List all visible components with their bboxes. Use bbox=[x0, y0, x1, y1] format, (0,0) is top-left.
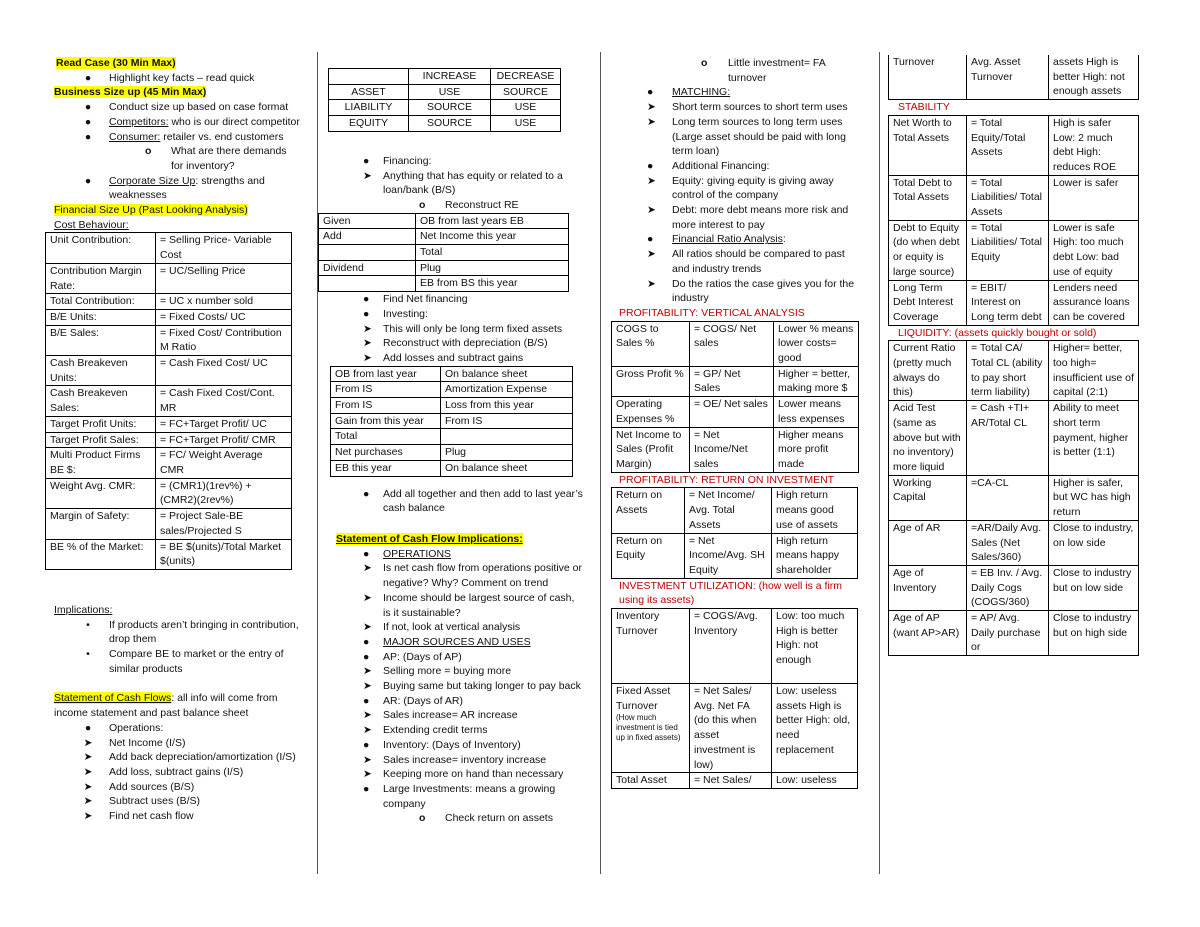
list-item: ➤ Anything that has equity or related to a loan/bank (B/S) bbox=[363, 169, 563, 197]
table-row bbox=[46, 325, 292, 355]
table-cell: Total bbox=[331, 429, 441, 445]
list-item: ● Large Investments: means a growing company bbox=[363, 782, 556, 810]
table-cell bbox=[441, 429, 573, 445]
table-cell: Net Income to Sales (Profit Margin) bbox=[612, 427, 690, 472]
list-item: ➤ Sales increase= inventory increase bbox=[363, 753, 547, 766]
table-row bbox=[331, 366, 573, 382]
table-cell: = Cash +TI+ AR/Total CL bbox=[967, 401, 1049, 476]
table-row bbox=[612, 533, 858, 578]
list-item: ➤ If not, look at vertical analysis bbox=[363, 621, 521, 634]
table-row bbox=[612, 321, 859, 366]
column-1: Read Case (30 Min Max) ● Highlight key facts – read quick Business Size up (45 Min Max) ● Conduct size up based on case format ● Competitors: who is our direct competitor ● Consumer: retailer vs. end customers o What are there demands for inventory? ● Corporate Size Up: strengths and weaknesses Financial Size Up (Past Looking Analysis) Cost Behaviour: Unit Contribution: = Selling Price- Variable Cost Contribution Margin Rate: = UC/Selling Price Total Contribution: = UC x number sold B/E Units: = Fixed Costs/ UC B/E Sales: = Fixed Cost/ Contribution M Ratio Cash Breakeven Units: = Cash Fixed Cost/ UC Cash Breakeven Sales: = Cash Fixed Cost/Cont. MR Target Profit Units: = FC+Target Profit/ UC Target Profit Sales: = FC+Target Profit/ CMR Multi Product Firms BE $: = FC/ Weight Average CMR Weight Avg. CMR: = (CMR1)(1rev%) + (CMR2)(2rev%) Margin of Safety: = Project Sale-BE sales/Projected S BE % of the Market: = BE $(units)/Total Market $(units) Implications: • If products aren’t bringing in contribution, drop them • Compare BE to market or the entry of similar products Statement of Cash Flows: all info will come from income statement and past balance sheet ● Operations: ➤ Net Income (I/S) ➤ Add back depreciation/amortization (I/S) ➤ Add loss, subtract gains (I/S) ➤ Add sources (B/S) ➤ Subtract uses (B/S) ➤ Find net cash flow bbox=[50, 56, 300, 824]
table-cell bbox=[319, 245, 416, 261]
table-row bbox=[889, 401, 1139, 476]
list-item: ● Conduct size up based on case format bbox=[84, 101, 289, 114]
table-cell: Age of AR bbox=[889, 520, 967, 565]
table-row bbox=[46, 416, 292, 432]
table-row bbox=[319, 245, 569, 261]
list-item: ● Operations: bbox=[84, 721, 164, 734]
table-header-cell: DECREASE bbox=[491, 69, 561, 85]
column-divider-1 bbox=[317, 52, 318, 874]
table-cell: Gross Profit % bbox=[612, 366, 690, 396]
table-cell: Contribution Margin Rate: bbox=[46, 263, 156, 293]
table-row: Inventory Turnover = COGS/Avg. Inventory Low: too much High is better High: not enough bbox=[612, 609, 858, 684]
table-cell: Margin of Safety: bbox=[46, 509, 156, 539]
table-row bbox=[329, 84, 561, 100]
table-row bbox=[331, 445, 573, 461]
fixed-asset-table bbox=[330, 366, 573, 477]
table-cell: Net Income this year bbox=[416, 229, 569, 245]
table-cell: Ability to meet short term payment, higher is better (1:1) bbox=[1049, 401, 1139, 476]
table-row bbox=[889, 341, 1139, 401]
table-row bbox=[46, 448, 292, 478]
table-cell: = FC/ Weight Average CMR bbox=[156, 448, 292, 478]
table-row bbox=[889, 115, 1139, 175]
table-cell: = Total Equity/Total Assets bbox=[967, 115, 1049, 175]
table-cell: Higher means more profit made bbox=[774, 427, 859, 472]
table-cell: =CA-CL bbox=[967, 475, 1049, 520]
cost-behaviour-heading: Cost Behaviour: bbox=[54, 218, 129, 231]
list-item: ● Corporate Size Up: strengths and weaknesses bbox=[84, 174, 265, 202]
table-row bbox=[331, 382, 573, 398]
table-cell: EB from BS this year bbox=[416, 276, 569, 292]
table-cell: Working Capital bbox=[889, 475, 967, 520]
table-cell: Acid Test (same as above but with no inventory) more liquid bbox=[889, 401, 967, 476]
table-cell: Close to industry but on high side bbox=[1049, 611, 1139, 656]
table-row bbox=[46, 233, 292, 263]
table-cell: EQUITY bbox=[329, 116, 409, 132]
table-cell: OB from last years EB bbox=[416, 213, 569, 229]
list-item: o What are there demands for inventory? bbox=[145, 145, 287, 172]
list-item: ● Competitors: who is our direct competitor bbox=[84, 115, 300, 128]
table-cell: High return means good use of assets bbox=[772, 488, 858, 533]
table-row bbox=[46, 509, 292, 539]
table-cell: = Net Income/Net sales bbox=[690, 427, 774, 472]
table-cell: = Cash Fixed Cost/Cont. MR bbox=[156, 386, 292, 416]
table-cell: = Total CA/ Total CL (ability to pay short term liability) bbox=[967, 341, 1049, 401]
use-source-table bbox=[328, 68, 561, 132]
list-item: ➤ Find net cash flow bbox=[83, 810, 194, 823]
table-row bbox=[889, 565, 1139, 610]
table-row bbox=[889, 475, 1139, 520]
table-cell: = Fixed Costs/ UC bbox=[156, 309, 292, 325]
table-row bbox=[46, 356, 292, 386]
list-item: • If products aren’t bringing in contribution, drop them bbox=[86, 618, 299, 646]
table-cell: From IS bbox=[331, 398, 441, 414]
table-row: Fixed Asset Turnover (How much investment is tied up in fixed assets) = Net Sales/ Avg. Net FA (do this when asset investment is low) Low: useless assets High is better High: old, need replacement bbox=[612, 684, 858, 773]
retained-earnings-table bbox=[318, 213, 569, 293]
table-row bbox=[46, 386, 292, 416]
return-on-investment-heading: PROFITABILITY: RETURN ON INVESTMENT bbox=[619, 473, 835, 486]
list-item: ➤ Long term sources to long term uses (Large asset should be paid with long term loan) bbox=[647, 115, 846, 158]
list-item: o Reconstruct RE bbox=[419, 198, 519, 211]
statement-cash-flows-heading: Statement of Cash Flows bbox=[54, 692, 172, 705]
table-cell: Cash Breakeven Sales: bbox=[46, 386, 156, 416]
table-cell: Multi Product Firms BE $: bbox=[46, 448, 156, 478]
table-cell: = OE/ Net sales bbox=[690, 397, 774, 427]
column-4 bbox=[888, 55, 1140, 656]
table-row bbox=[319, 213, 569, 229]
table-cell: USE bbox=[491, 116, 561, 132]
table-cell: = Fixed Cost/ Contribution M Ratio bbox=[156, 325, 292, 355]
implications-heading: Implications: bbox=[54, 603, 113, 616]
table-cell: B/E Sales: bbox=[46, 325, 156, 355]
table-row bbox=[319, 260, 569, 276]
table-cell: Return on Assets bbox=[612, 488, 685, 533]
table-row bbox=[331, 429, 573, 445]
table-cell: Plug bbox=[416, 260, 569, 276]
table-cell: Net Worth to Total Assets bbox=[889, 115, 967, 175]
list-item: ➤ Add loss, subtract gains (I/S) bbox=[83, 765, 244, 778]
column-divider-3 bbox=[879, 52, 880, 874]
table-cell: Dividend bbox=[319, 260, 416, 276]
table-row bbox=[612, 488, 858, 533]
list-item: ➤ Sales increase= AR increase bbox=[363, 709, 518, 722]
table-cell: USE bbox=[491, 100, 561, 116]
table-row bbox=[46, 539, 292, 569]
table-cell: ASSET bbox=[329, 84, 409, 100]
list-item: ➤ Do the ratios the case gives you for the industry bbox=[647, 277, 855, 305]
table-row: Total Asset = Net Sales/ Low: useless bbox=[612, 773, 858, 789]
return-on-investment-table bbox=[611, 487, 858, 578]
table-cell: Amortization Expense bbox=[441, 382, 573, 398]
table-cell: Given bbox=[319, 213, 416, 229]
table-cell: SOURCE bbox=[409, 116, 491, 132]
list-item: ➤ Net Income (I/S) bbox=[83, 736, 186, 749]
table-row bbox=[329, 100, 561, 116]
list-item: ● AR: (Days of AR) bbox=[363, 694, 463, 707]
list-item: • Compare BE to market or the entry of similar products bbox=[86, 648, 284, 675]
column-3 bbox=[611, 56, 859, 789]
table-row bbox=[331, 460, 573, 476]
list-item: ● Investing: bbox=[363, 307, 428, 320]
table-cell: =AR/Daily Avg. Sales (Net Sales/360) bbox=[967, 520, 1049, 565]
table-cell: Lower means less expenses bbox=[774, 397, 859, 427]
table-cell: SOURCE bbox=[409, 100, 491, 116]
table-row bbox=[889, 175, 1139, 220]
list-item: ➤ This will only be long term fixed assets bbox=[363, 322, 563, 335]
cost-behaviour-table bbox=[45, 232, 292, 569]
table-cell: OB from last year bbox=[331, 366, 441, 382]
table-row bbox=[889, 220, 1139, 280]
table-cell: From IS bbox=[331, 382, 441, 398]
table-row bbox=[331, 398, 573, 414]
liquidity-table bbox=[888, 340, 1139, 656]
table-cell: = (CMR1)(1rev%) + (CMR2)(2rev%) bbox=[156, 478, 292, 508]
table-cell: Higher = better, making more $ bbox=[774, 366, 859, 396]
list-item: ➤ Extending credit terms bbox=[363, 724, 488, 737]
read-case-heading: Read Case (30 Min Max) bbox=[56, 57, 176, 69]
table-row bbox=[46, 263, 292, 293]
financial-size-up-heading: Financial Size Up (Past Looking Analysis) bbox=[54, 204, 248, 217]
list-item: ● MAJOR SOURCES AND USES bbox=[363, 635, 531, 648]
vertical-analysis-heading: PROFITABILITY: VERTICAL ANALYSIS bbox=[619, 306, 805, 319]
table-row bbox=[331, 413, 573, 429]
table-cell: = GP/ Net Sales bbox=[690, 366, 774, 396]
list-item: ● Add all together and then add to last year’s cash balance bbox=[363, 487, 583, 515]
cash-flow-implications-heading: Statement of Cash Flow Implications: bbox=[336, 532, 523, 545]
table-row bbox=[329, 116, 561, 132]
operations-list bbox=[50, 736, 300, 824]
table-cell: Lower is safe High: too much debt Low: bad use of equity bbox=[1049, 220, 1139, 280]
table-cell: Cash Breakeven Units: bbox=[46, 356, 156, 386]
table-cell: Total Debt to Total Assets bbox=[889, 175, 967, 220]
table-cell: Lenders need assurance loans can be covered bbox=[1049, 280, 1139, 325]
list-item: ➤ Add back depreciation/amortization (I/S) bbox=[83, 751, 296, 764]
table-cell: B/E Units: bbox=[46, 309, 156, 325]
table-cell: Loss from this year bbox=[441, 398, 573, 414]
table-cell: Lower is safer bbox=[1049, 175, 1139, 220]
table-cell: Close to industry but on low side bbox=[1049, 565, 1139, 610]
list-item: ➤ Keeping more on hand than necessary bbox=[363, 768, 564, 781]
table-cell: Age of Inventory bbox=[889, 565, 967, 610]
table-cell: = UC x number sold bbox=[156, 294, 292, 310]
table-header-cell: INCREASE bbox=[409, 69, 491, 85]
table-cell: Unit Contribution: bbox=[46, 233, 156, 263]
table-cell: Plug bbox=[441, 445, 573, 461]
table-cell: Net purchases bbox=[331, 445, 441, 461]
table-cell: Debt to Equity (do when debt or equity is large source) bbox=[889, 220, 967, 280]
list-item: ➤ All ratios should be compared to past and industry trends bbox=[647, 248, 845, 275]
table-cell: Close to industry, on low side bbox=[1049, 520, 1139, 565]
table-cell: On balance sheet bbox=[441, 460, 573, 476]
table-cell: SOURCE bbox=[491, 84, 561, 100]
list-item: ● AP: (Days of AP) bbox=[363, 650, 462, 663]
table-cell: USE bbox=[409, 84, 491, 100]
table-cell: Target Profit Sales: bbox=[46, 432, 156, 448]
table-row bbox=[889, 520, 1139, 565]
table-row bbox=[889, 280, 1139, 325]
list-item: ● Inventory: (Days of Inventory) bbox=[363, 738, 521, 751]
table-row bbox=[612, 397, 859, 427]
stability-heading: STABILITY bbox=[898, 101, 950, 114]
table-cell: = Cash Fixed Cost/ UC bbox=[156, 356, 292, 386]
table-cell: = Project Sale-BE sales/Projected S bbox=[156, 509, 292, 539]
list-item: ➤ Short term sources to short term uses bbox=[647, 101, 848, 114]
table-cell: LIABILITY bbox=[329, 100, 409, 116]
table-cell: Higher= better, too high= insufficient use of capital (2:1) bbox=[1049, 341, 1139, 401]
table-cell: = AP/ Avg. Daily purchase or bbox=[967, 611, 1049, 656]
table-cell: Return on Equity bbox=[612, 533, 685, 578]
table-cell: Weight Avg. CMR: bbox=[46, 478, 156, 508]
table-row bbox=[612, 366, 859, 396]
table-cell: Long Term Debt Interest Coverage bbox=[889, 280, 967, 325]
column-2 bbox=[324, 68, 584, 826]
table-cell: High return means happy shareholder bbox=[772, 533, 858, 578]
table-cell: = COGS/ Net sales bbox=[690, 321, 774, 366]
business-size-up-heading: Business Size up (45 Min Max) bbox=[54, 86, 207, 99]
liquidity-heading: LIQUIDITY: (assets quickly bought or sold) bbox=[898, 326, 1097, 339]
table-cell: Gain from this year bbox=[331, 413, 441, 429]
table-cell: Higher is safer, but WC has high return bbox=[1049, 475, 1139, 520]
table-cell bbox=[319, 276, 416, 292]
table-cell: High is safer Low: 2 much debt High: reduces ROE bbox=[1049, 115, 1139, 175]
table-cell: EB this year bbox=[331, 460, 441, 476]
table-cell: = Selling Price- Variable Cost bbox=[156, 233, 292, 263]
investment-utilization-table bbox=[611, 608, 858, 789]
table-cell: Total bbox=[416, 245, 569, 261]
table-cell: BE % of the Market: bbox=[46, 539, 156, 569]
stability-table bbox=[888, 115, 1139, 326]
table-row: Turnover Avg. Asset Turnover assets High is better High: not enough assets bbox=[889, 55, 1139, 100]
list-item: ➤ Is net cash flow from operations positive or negative? Why? Comment on trend bbox=[363, 562, 583, 590]
table-cell: On balance sheet bbox=[441, 366, 573, 382]
vertical-analysis-table bbox=[611, 321, 859, 473]
table-cell: = FC+Target Profit/ UC bbox=[156, 416, 292, 432]
list-item: ● OPERATIONS bbox=[363, 547, 452, 560]
table-cell: Target Profit Units: bbox=[46, 416, 156, 432]
table-cell: = UC/Selling Price bbox=[156, 263, 292, 293]
list-item: ➤ Debt: more debt means more risk and more interest to pay bbox=[647, 204, 849, 231]
table-cell: From IS bbox=[441, 413, 573, 429]
list-item: ➤ Add sources (B/S) bbox=[83, 780, 195, 793]
table-cell: = Net Income/ Avg. Total Assets bbox=[685, 488, 772, 533]
list-item: ➤ Buying same but taking longer to pay back bbox=[363, 680, 581, 693]
table-row bbox=[612, 427, 859, 472]
table-row bbox=[889, 611, 1139, 656]
table-cell: Total Contribution: bbox=[46, 294, 156, 310]
table-cell: Current Ratio (pretty much always do this) bbox=[889, 341, 967, 401]
table-header-row bbox=[329, 69, 561, 85]
list-item: ➤ Subtract uses (B/S) bbox=[83, 795, 201, 808]
table-row bbox=[46, 294, 292, 310]
list-item: o Check return on assets bbox=[419, 812, 553, 825]
table-row bbox=[46, 309, 292, 325]
list-item: o Little investment= FA turnover bbox=[701, 57, 826, 84]
table-row bbox=[319, 276, 569, 292]
table-cell: Operating Expenses % bbox=[612, 397, 690, 427]
table-cell: COGS to Sales % bbox=[612, 321, 690, 366]
table-cell: = EBIT/ Interest on Long term debt bbox=[967, 280, 1049, 325]
list-item: ● Additional Financing: bbox=[647, 159, 770, 172]
list-item: ● Consumer: retailer vs. end customers bbox=[84, 130, 284, 143]
table-cell: = Total Liabilities/ Total Assets bbox=[967, 175, 1049, 220]
list-item: ➤ Reconstruct with depreciation (B/S) bbox=[363, 337, 548, 350]
list-item: ● Financing: bbox=[363, 154, 432, 167]
table-cell: Age of AP (want AP>AR) bbox=[889, 611, 967, 656]
investment-utilization-heading: INVESTMENT UTILIZATION: (how well is a firm using its assets) bbox=[619, 579, 843, 607]
table-cell: = FC+Target Profit/ CMR bbox=[156, 432, 292, 448]
table-cell: = Net Income/Avg. SH Equity bbox=[685, 533, 772, 578]
table-row bbox=[319, 229, 569, 245]
table-cell: Add bbox=[319, 229, 416, 245]
table-cell: = Total Liabilities/ Total Equity bbox=[967, 220, 1049, 280]
list-item: ➤ Add losses and subtract gains bbox=[363, 351, 524, 364]
list-item: ● Highlight key facts – read quick bbox=[84, 71, 255, 84]
list-item: ● Find Net financing bbox=[363, 293, 468, 306]
table-row bbox=[46, 478, 292, 508]
list-item: ● MATCHING: bbox=[647, 86, 731, 99]
table-row bbox=[46, 432, 292, 448]
table-cell: = BE $(units)/Total Market $(units) bbox=[156, 539, 292, 569]
list-item: ● Financial Ratio Analysis: bbox=[647, 233, 786, 246]
total-asset-turnover-continued bbox=[888, 55, 1139, 100]
list-item: ➤ Equity: giving equity is giving away control of the company bbox=[647, 174, 834, 202]
table-header-cell bbox=[329, 69, 409, 85]
table-cell: Lower % means lower costs= good bbox=[774, 321, 859, 366]
list-item: ➤ Income should be largest source of cash, is it sustainable? bbox=[363, 591, 575, 619]
table-cell: = EB Inv. / Avg. Daily Cogs (COGS/360) bbox=[967, 565, 1049, 610]
column-divider-2 bbox=[600, 52, 601, 874]
list-item: ➤ Selling more = buying more bbox=[363, 665, 512, 678]
